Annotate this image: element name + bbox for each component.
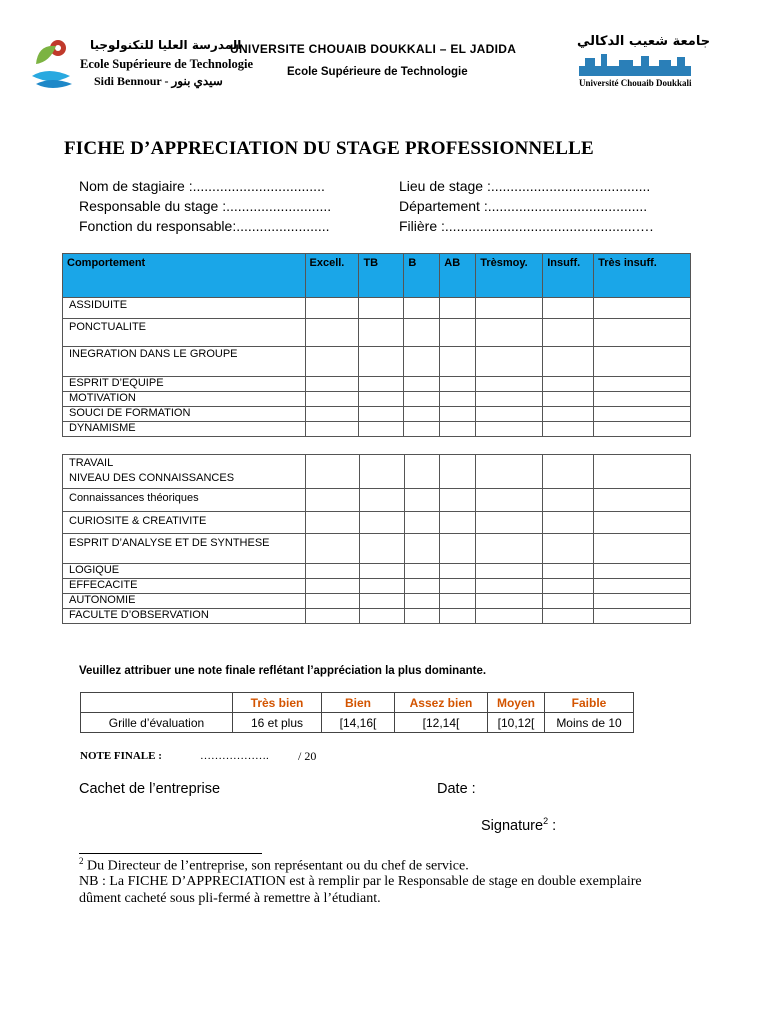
criterion-label: SOUCI DE FORMATION [63,407,306,422]
table-row [63,489,691,512]
nb-note: NB : La FICHE D’APPRECIATION est à remplir par le Responsable de stage en double exemplaire dûment cacheté sous pli-fermé à remettre à l’étudiant. [79,874,642,906]
supervisor-function-field: Fonction du responsable:........................ [79,218,330,234]
column-header: TB [359,254,404,298]
footnote-divider [79,853,262,854]
eval-header: Très bien [233,693,322,713]
table-row [63,564,691,579]
footnote-text: Du Directeur de l’entreprise, son représentant ou du chef de service. [83,858,469,874]
university-skyline-icon [579,52,691,78]
eval-header: Assez bien [395,693,488,713]
column-header: Excell. [305,254,359,298]
university-name: UNIVERSITE CHOUAIB DOUKKALI – EL JADIDA [230,42,517,56]
page-title: FICHE D’APPRECIATION DU STAGE PROFESSIONNELLE [64,138,594,159]
table-row [63,392,691,407]
university-logo-caption: Université Chouaib Doukkali [579,78,692,88]
note-instruction: Veuillez attribuer une note finale reflétant l’appréciation la plus dominante. [79,665,487,677]
eval-cell: Moins de 10 [545,713,634,733]
program-field: Filière :.................................................…. [399,218,654,234]
skills-table [62,454,691,624]
table-row [63,347,691,377]
internship-location-field: Lieu de stage :......................................... [399,178,651,194]
column-header: AB [440,254,476,298]
criterion-label: AUTONOMIE [63,594,306,609]
table-row [63,377,691,392]
eval-header: Faible [545,693,634,713]
behavior-table [62,253,691,437]
eval-cell: [12,14[ [395,713,488,733]
criterion-label: Connaissances théoriques [63,489,306,512]
university-subtitle: Ecole Supérieure de Technologie [287,66,468,78]
school-logo [28,36,78,92]
final-note-blank: ………………. [200,750,269,762]
signature-label [481,816,556,834]
column-header: Insuff. [543,254,594,298]
table-row [63,594,691,609]
criterion-label: ESPRIT D’ANALYSE ET DE SYNTHESE [63,534,306,564]
school-name-arabic: المدرسة العليا للتكنولوجيا [90,38,242,52]
criterion-label: ASSIDUITE [63,298,306,319]
criterion-label: TRAVAIL NIVEAU DES CONNAISSANCES [63,455,306,489]
table-row [63,319,691,347]
criterion-label: CURIOSITE & CREATIVITE [63,512,306,534]
school-city: Sidi Bennour - سيدي بنور [94,74,223,88]
table-row [63,455,691,489]
criterion-label: FACULTE D’OBSERVATION [63,609,306,624]
table-row [63,298,691,319]
table-row [63,422,691,437]
criterion-label: ESPRIT D’EQUIPE [63,377,306,392]
eval-cell: 16 et plus [233,713,322,733]
table-header-row [63,254,691,298]
final-note-label: NOTE FINALE : [80,750,162,762]
eval-header: Bien [322,693,395,713]
criterion-label: LOGIQUE [63,564,306,579]
criterion-label: INEGRATION DANS LE GROUPE [63,347,306,377]
final-note-max: / 20 [298,749,317,763]
eval-cell: [14,16[ [322,713,395,733]
footnote-number: 2 [79,856,84,866]
table-row [63,534,691,564]
eval-header: Moyen [488,693,545,713]
supervisor-field: Responsable du stage :........................... [79,198,332,214]
criterion-label: PONCTUALITE [63,319,306,347]
criterion-label: DYNAMISME [63,422,306,437]
footnote [79,856,469,875]
eval-row [81,713,634,733]
table-row [63,609,691,624]
eval-cell: [10,12[ [488,713,545,733]
trainee-name-field: Nom de stagiaire :.................................. [79,178,325,194]
column-header: Comportement [63,254,306,298]
eval-cell: Grille d’évaluation [81,713,233,733]
column-header: Très insuff. [594,254,691,298]
eval-header [81,693,233,713]
university-logo [575,34,711,92]
university-logo-arabic: جامعة شعيب الدكالي [577,34,711,49]
evaluation-grid [80,692,634,733]
column-header: B [404,254,440,298]
company-stamp-label: Cachet de l’entreprise [79,781,221,797]
date-label: Date : [437,781,476,797]
signature-footnote-mark: 2 [543,816,549,826]
column-header: Trèsmoy. [476,254,543,298]
table-row [63,407,691,422]
signature-colon: : [548,817,557,834]
criterion-label: MOTIVATION [63,392,306,407]
eval-header-row [81,693,634,713]
table-row [63,512,691,534]
department-field: Département :......................................... [399,198,648,214]
criterion-label: EFFECACITE [63,579,306,594]
school-name: Ecole Supérieure de Technologie [80,57,254,71]
table-row [63,579,691,594]
signature-text: Signature [481,817,544,834]
